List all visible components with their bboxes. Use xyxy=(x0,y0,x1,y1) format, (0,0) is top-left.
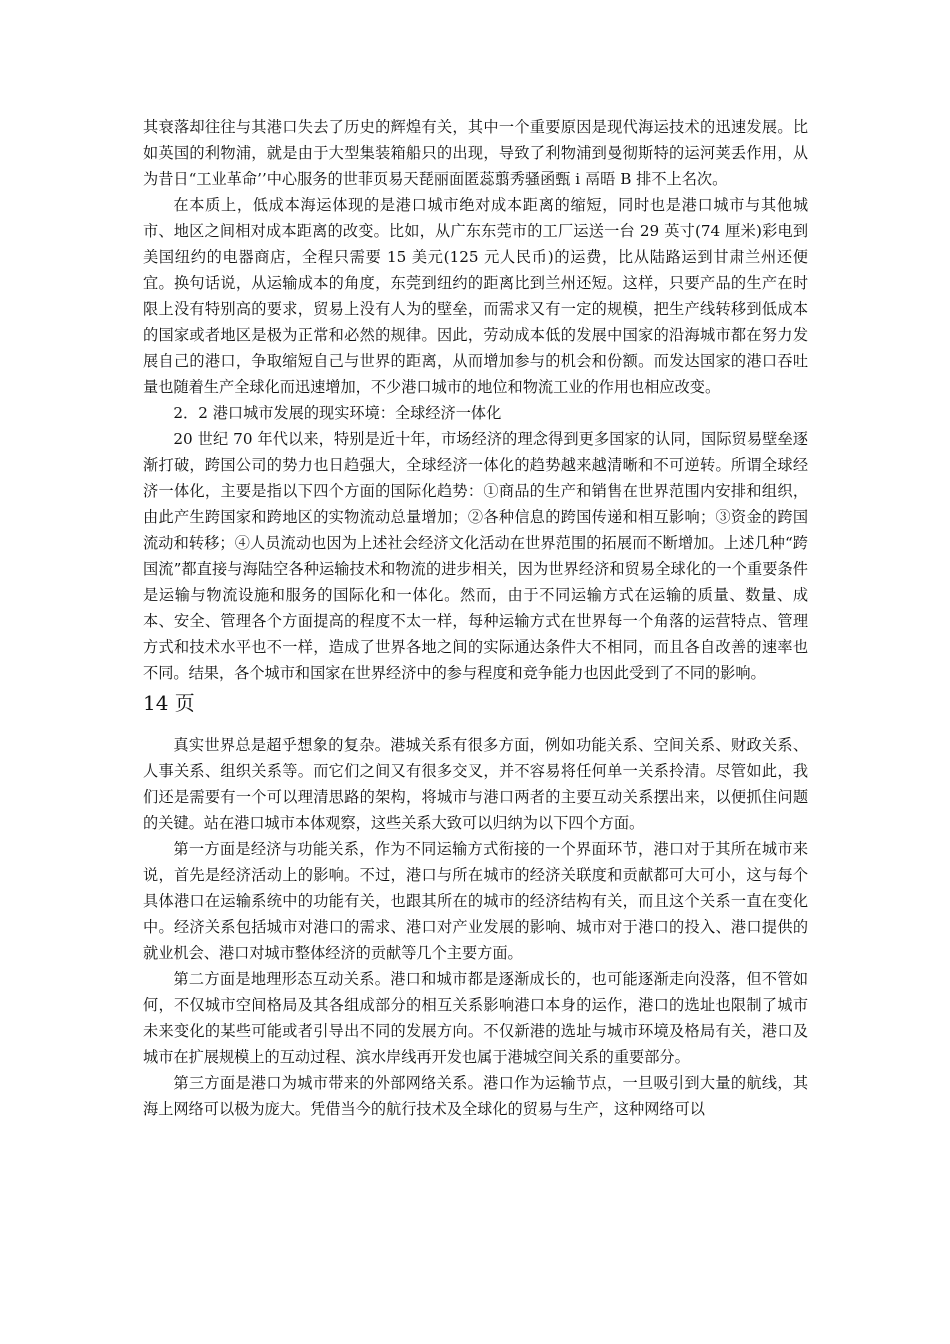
paragraph-economic-relation: 第一方面是经济与功能关系，作为不同运输方式衔接的一个界面环节，港口对于其所在城市来说，首先是经济活动上的影响。不过，港口与所在城市的经济关联度和贡献都可大可小，这与每个具体港口在运输系统中的功能有关，也跟其所在的城市的经济结构有关，而且这个关系一直在变化中。经济关系包括城市对港口的需求、港口对产业发展的影响、城市对于港口的投入、港口提供的就业机会、港口对城市整体经济的贡献等几个主要方面。 xyxy=(143,840,808,962)
paragraph-port-city-relations: 真实世界总是超乎想象的复杂。港城关系有很多方面，例如功能关系、空间关系、财政关系、人事关系、组织关系等。而它们之间又有很多交叉，并不容易将任何单一关系拎清。尽管如此，我们还是需要有一个可以理清思路的架构，将城市与港口两者的主要互动关系摆出来，以便抓住问题的关键。站在港口城市本体观察，这些关系大致可以归纳为以下四个方面。 xyxy=(143,736,808,832)
paragraph-geographic-relation: 第二方面是地理形态互动关系。港口和城市都是逐渐成长的，也可能逐渐走向没落，但不管如何，不仅城市空间格局及其各组成部分的相互关系影响港口本身的运作，港口的选址也限制了城市未来变化的某些可能或者引导出不同的发展方向。不仅新港的选址与城市环境及格局有关，港口及城市在扩展规模上的互动过程、滨水岸线再开发也属于港城空间关系的重要部分。 xyxy=(143,970,808,1066)
paragraph-low-cost-shipping: 在本质上，低成本海运体现的是港口城市绝对成本距离的缩短，同时也是港口城市与其他城市、地区之间相对成本距离的改变。比如，从广东东莞市的工厂运送一台 29 英寸(74 厘米)彩电到美国纽约的电器商店，全程只需要 15 美元(125 元人民币)的运费，比从陆路运到甘肃兰州还便宜。换句话说，从运输成本的角度，东莞到纽约的距离比到兰州还短。这样，只要产品的生产在时限上没有特别高的要求，贸易上没有人为的壁垒，而需求又有一定的规模，把生产线转移到低成本的国家或者地区是极为正常和必然的规律。因此，劳动成本低的发展中国家的沿海城市都在努力发展自己的港口，争取缩短自己与世界的距离，从而增加参与的机会和份额。而发达国家的港口吞吐量也随着生产全球化而迅速增加，不少港口城市的地位和物流工业的作用也相应改变。 xyxy=(143,196,809,396)
page-number-marker: 14 页 xyxy=(143,691,195,715)
paragraph-continuation: 其衰落却往往与其港口失去了历史的辉煌有关，其中一个重要原因是现代海运技术的迅速发展。比如英国的利物浦，就是由于大型集装箱船只的出现，导致了利物浦到曼彻斯特的运河荚丢作用，从为昔日“工业革命’’中心服务的世菲页易天琵丽面匿蕊翦秀骚函甄 i 鬲晤 B 排不上名次。 xyxy=(143,118,808,188)
document-page xyxy=(143,114,808,1122)
section-heading-2-2: 2．2 港口城市发展的现实环境：全球经济一体化 xyxy=(173,404,502,422)
paragraph-globalization: 20 世纪 70 年代以来，特别是近十年，市场经济的理念得到更多国家的认同，国际贸易壁垒逐渐打破，跨国公司的势力也日趋强大，全球经济一体化的趋势越来越清晰和不可逆转。所谓全球经济一体化，主要是指以下四个方面的国际化趋势：①商品的生产和销售在世界范围内安排和组织，由此产生跨国家和跨地区的实物流动总量增加；②各种信息的跨国传递和相互影响；③资金的跨国流动和转移；④人员流动也因为上述社会经济文化活动在世界范围的拓展而不断增加。上述几种“跨国流”都直接与海陆空各种运输技术和物流的进步相关，因为世界经济和贸易全球化的一个重要条件是运输与物流设施和服务的国际化和一体化。然而，由于不同运输方式在运输的质量、数量、成本、安全、管理各个方面提高的程度不太一样，每种运输方式在世界每一个角落的运营特点、管理方式和技术水平也不一样，造成了世界各地之间的实际通达条件大不相同，而且各自改善的速率也不同。结果，各个城市和国家在世界经济中的参与程度和竞争能力也因此受到了不同的影响。 xyxy=(143,430,808,682)
paragraph-network-relation: 第三方面是港口为城市带来的外部网络关系。港口作为运输节点，一旦吸引到大量的航线，其海上网络可以极为庞大。凭借当今的航行技术及全球化的贸易与生产，这种网络可以 xyxy=(143,1074,808,1118)
